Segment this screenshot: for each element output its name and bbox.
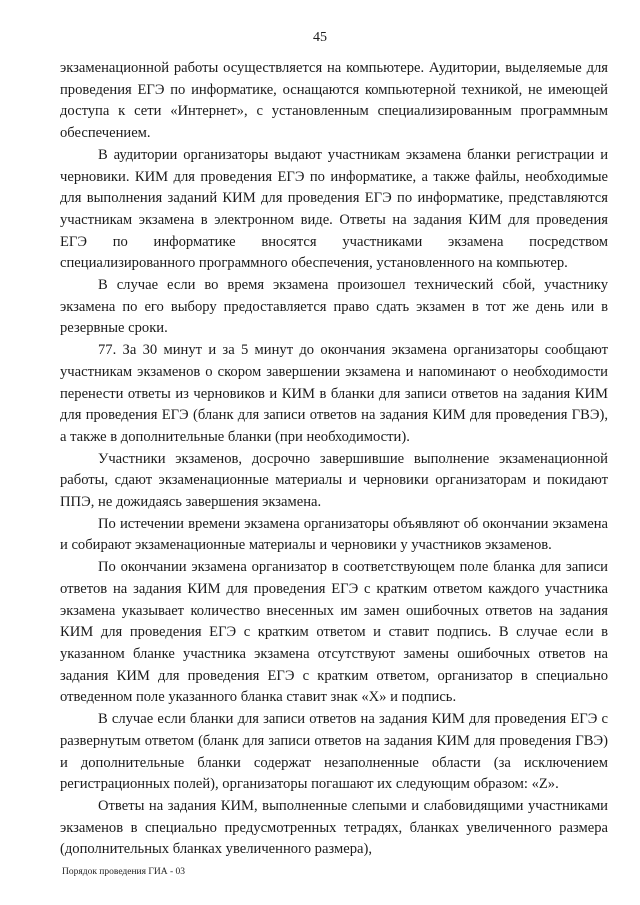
page-footer: Порядок проведения ГИА - 03 [62, 867, 185, 877]
paragraph-answer-replacements: По окончании экзамена организатор в соответствующем поле бланка для записи ответов на задания КИМ для проведения ЕГЭ с кратким ответом каждого участника экзамена указывает количество внесенных им замен ошибочных ответов на задания КИМ для проведения ЕГЭ с кратким ответом и ставит подпись. В случае если в указанном бланке участника экзамена отсутствуют замены ошибочных ответов на задания КИМ для проведения ЕГЭ с кратким ответом, организатор в специально отведенном поле указанного бланка ставит знак «X» и подпись. [60, 559, 608, 706]
paragraph-continuation: экзаменационной работы осуществляется на компьютере. Аудитории, выделяемые для проведения ЕГЭ по информатике, оснащаются компьютерной техникой, не имеющей доступа к сети «Интернет», с установленным специализированным программным обеспечением. [60, 60, 608, 142]
paragraph-blank-areas: В случае если бланки для записи ответов на задания КИМ для проведения ЕГЭ с развернутым ответом (бланк для записи ответов на задания КИМ для проведения ГВЭ) и дополнительные бланки содержат незаполненные области (за исключением регистрационных полей), организаторы погашают их следующим образом: «Z». [60, 711, 608, 793]
document-body [60, 58, 608, 861]
paragraph-item-77: 77. За 30 минут и за 5 минут до окончания экзамена организаторы сообщают участникам экзаменов о скором завершении экзамена и напоминают о необходимости перенести ответы из черновиков и КИМ в бланки для записи ответов на задания КИМ для проведения ЕГЭ (бланк для записи ответов на задания КИМ для проведения ГВЭ), а также в дополнительные бланки (при необходимости). [60, 342, 608, 445]
paragraph-technical-failure: В случае если во время экзамена произошел технический сбой, участнику экзамена по его выбору предоставляется право сдать экзамен в тот же день или в резервные сроки. [60, 277, 608, 337]
paragraph-auditorium: В аудитории организаторы выдают участникам экзамена бланки регистрации и черновики. КИМ для проведения ЕГЭ по информатике, а также файлы, необходимые для выполнения заданий КИМ для проведения ЕГЭ по информатике, представляются участникам экзамена в электронном виде. Ответы на задания КИМ для проведения ЕГЭ по информатике вносятся участниками экзамена посредством специализированного программного обеспечения, установленного на компьютер. [60, 146, 608, 272]
paragraph-exam-end: По истечении времени экзамена организаторы объявляют об окончании экзамена и собирают экзаменационные материалы и черновики у участников экзаменов. [60, 515, 608, 554]
paragraph-visually-impaired: Ответы на задания КИМ, выполненные слепыми и слабовидящими участниками экзаменов в специально предусмотренных тетрадях, бланках увеличенного размера (дополнительных бланках увеличенного размера), [60, 797, 608, 858]
paragraph-early-finish: Участники экзаменов, досрочно завершившие выполнение экзаменационной работы, сдают экзаменационные материалы и черновики организаторам и покидают ППЭ, не дожидаясь завершения экзамена. [60, 450, 608, 511]
page-number: 45 [313, 30, 327, 45]
